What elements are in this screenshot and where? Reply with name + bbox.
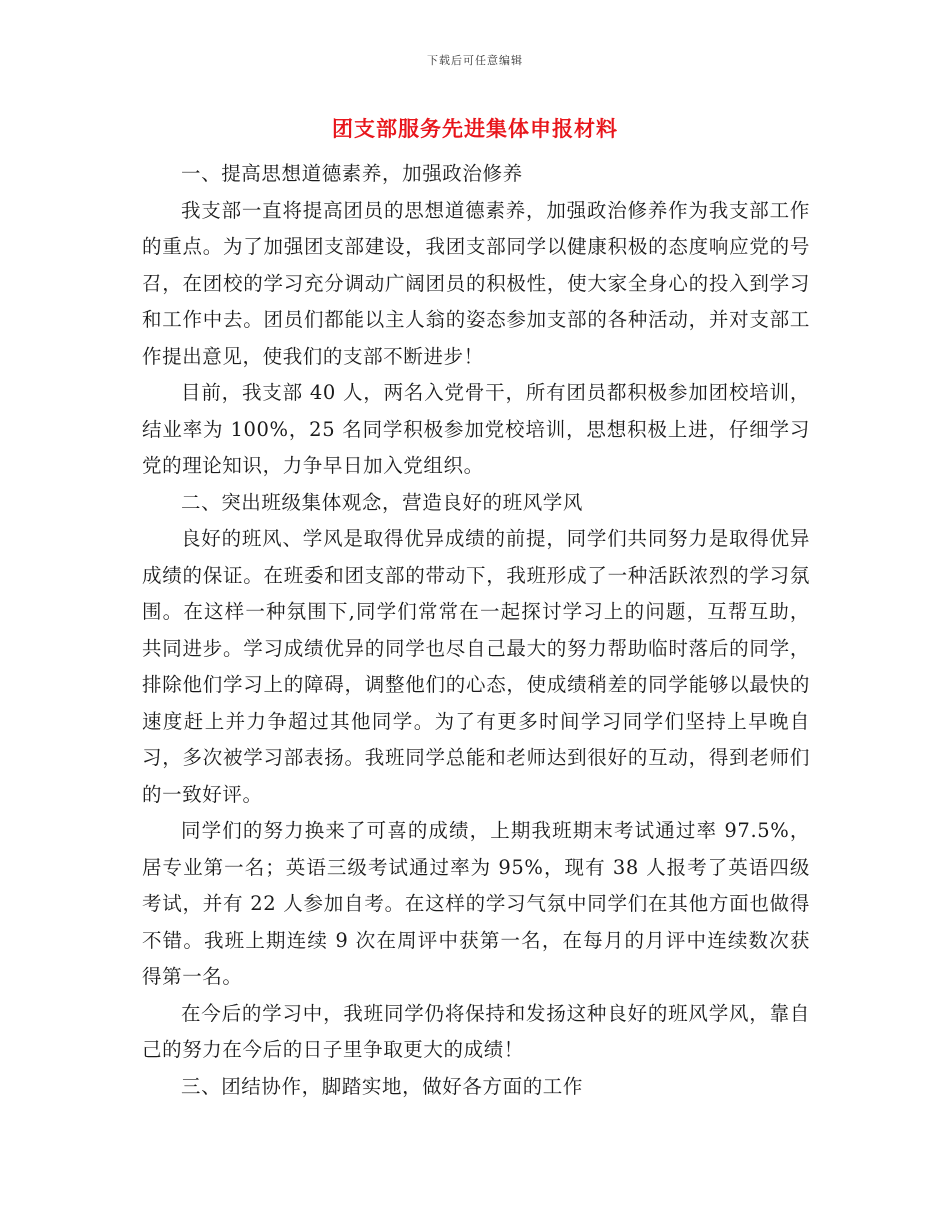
- paragraph-2-1: 良好的班风、学风是取得优异成绩的前提，同学们共同努力是取得优异成绩的保证。在班委和团支部的带动下，我班形成了一种活跃浓烈的学习氛围。在这样一种氛围下,同学们常常在一起探讨学习上的问题，互帮互助，共同进步。学习成绩优异的同学也尽自己最大的努力帮助临时落后的同学，排除他们学习上的障碍，调整他们的心态，使成绩稍差的同学能够以最快的速度赶上并力争超过其他同学。为了有更多时间学习同学们坚持上早晚自习，多次被学习部表扬。我班同学总能和老师达到很好的互动，得到老师们的一致好评。: [142, 527, 810, 806]
- header-note: 下载后可任意编辑: [427, 54, 523, 67]
- section-heading-3: 三、团结协作，脚踏实地，做好各方面的工作: [181, 1074, 584, 1098]
- section-heading-1: 一、提高思想道德素养，加强政治修养: [181, 162, 523, 185]
- document-body: [142, 156, 810, 1105]
- section-heading-2: 二、突出班级集体观念，营造良好的班风学风: [181, 490, 584, 514]
- paragraph-1-1: 我支部一直将提高团员的思想道德素养，加强政治修养作为我支部工作的重点。为了加强团支部建设，我团支部同学以健康积极的态度响应党的号召，在团校的学习充分调动广阔团员的积极性，使大家全身心的投入到学习和工作中去。团员们都能以主人翁的姿态参加支部的各种活动，并对支部工作提出意见，使我们的支部不断进步！: [142, 198, 810, 368]
- paragraph-2-3: 在今后的学习中，我班同学仍将保持和发扬这种良好的班风学风，靠自己的努力在今后的日子里争取更大的成绩！: [142, 1001, 810, 1061]
- document-title: 团支部服务先进集体申报材料: [332, 116, 618, 141]
- paragraph-2-2: 同学们的努力换来了可喜的成绩，上期我班期末考试通过率 97.5%，居专业第一名；英语三级考试通过率为 95%，现有 38 人报考了英语四级考试，并有 22 人参加自考。在这样的学习气氛中同学们在其他方面也做得不错。我班上期连续 9 次在周评中获第一名，在每月的月评中连续数次获得第一名。: [142, 819, 810, 988]
- paragraph-1-2: 目前，我支部 40 人，两名入党骨干，所有团员都积极参加团校培训，结业率为 100%，25 名同学积极参加党校培训，思想积极上进，仔细学习党的理论知识，力争早日加入党组织。: [142, 381, 810, 477]
